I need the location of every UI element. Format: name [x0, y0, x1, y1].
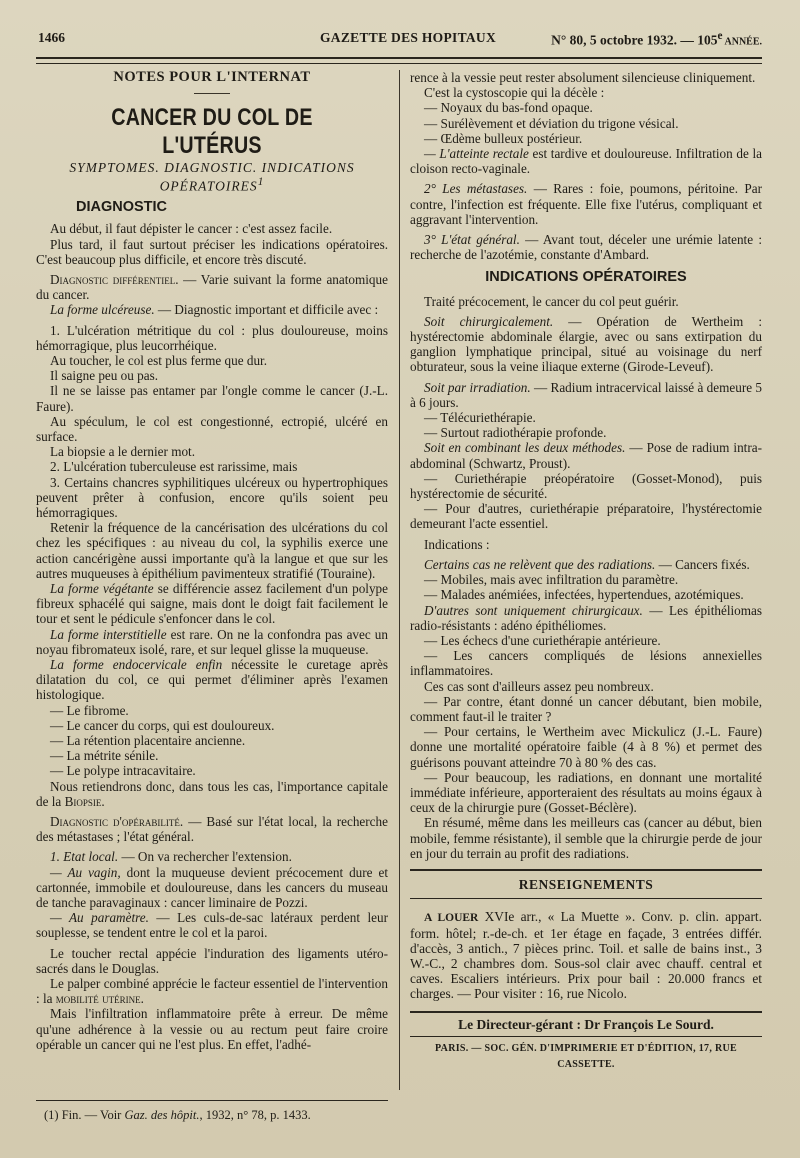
- section-heading: NOTES POUR L'INTERNAT: [113, 69, 311, 85]
- paragraph-text: — Cancers fixés.: [655, 556, 750, 572]
- paragraph: Retenir la fréquence de la cancérisation des ulcérations du col chez les spécifiques : au niveau du col, la syphilis exerce une action cancérigène aussi importante qu'à la langue et que sur les autres muqueuses à épithélium pavimenteux stratifié (Touraine).: [36, 520, 388, 581]
- ads-heading-rule: [410, 898, 762, 899]
- page-number: 1466: [38, 30, 65, 45]
- run-in-head: La forme végétante: [50, 580, 154, 596]
- emphasis: Biopsie: [64, 793, 102, 809]
- footnote-text: (1) Fin. — Voir: [44, 1108, 125, 1122]
- paragraph: Indications :: [424, 536, 490, 552]
- run-in-head: 3° L'état général.: [424, 232, 520, 248]
- paragraph: [410, 440, 762, 470]
- paragraph: Il saigne peu ou pas.: [50, 368, 159, 384]
- paragraph-text: — Rares : foie, poumons, péritoine. Par contre, l'infection est fréquente. Elle fixe l'utérus, compliquant et aggravant l'intervention.: [410, 181, 762, 227]
- list-item: — Œdème bulleux postérieur.: [424, 130, 583, 146]
- list-item: — La rétention placentaire ancienne.: [50, 733, 246, 749]
- paragraph: [410, 557, 762, 572]
- paragraph: — Mobiles, mais avec infiltration du paramètre.: [424, 572, 679, 588]
- ad-lead: A LOUER: [424, 912, 479, 925]
- column-divider: [399, 70, 400, 1090]
- footnote-text: , 1932, n° 78, p. 1433.: [199, 1108, 311, 1122]
- paragraph-text: .: [101, 793, 105, 809]
- paragraph: — Curiethérapie préopératoire (Gosset-Monod), puis hystérectomie de sécurité.: [410, 470, 762, 502]
- run-in-head: Soit chirurgicalement.: [424, 313, 554, 329]
- paragraph: Plus tard, il faut surtout préciser les indications opératoires. C'est beaucoup plus difficile, et encore très discuté.: [36, 236, 388, 267]
- paragraph: [36, 814, 388, 844]
- paragraph: [36, 657, 388, 703]
- list-item: — Le fibrome.: [50, 702, 129, 718]
- paragraph: rence à la vessie peut rester absolument silencieuse cliniquement.: [410, 70, 756, 85]
- paragraph-text: est tardive et douloureuse. Infiltration de la cloison recto-vaginale.: [410, 146, 762, 177]
- list-item: — La métrite sénile.: [50, 748, 159, 764]
- list-item: — Surtout radiothérapie profonde.: [424, 425, 607, 441]
- paragraph: [36, 581, 388, 627]
- indications-heading: INDICATIONS OPÉRATOIRES: [485, 269, 687, 286]
- paragraph: — Malades anémiées, infectées, hypertendues, azotémiques.: [424, 587, 744, 603]
- list-item: — Noyaux du bas-fond opaque.: [424, 100, 593, 116]
- run-in-head: La forme interstitielle: [50, 626, 167, 642]
- list-item: — Le cancer du corps, qui est douloureux.: [50, 717, 275, 733]
- paragraph-text: — Les épithéliomas radio-résistants : adéno épithéliomes.: [410, 602, 762, 633]
- paragraph: Le toucher rectal appécie l'induration des ligaments utéro-sacrés dans le Douglas.: [36, 945, 388, 976]
- paragraph: 3. Certains chancres syphilitiques ulcéreux ou hypertrophiques peuvent prêter à confusion, encore qu'ils soient peu hémorragiques.: [36, 474, 388, 520]
- gerant-line: Le Directeur-gérant : Dr François Le Sourd.: [458, 1017, 714, 1033]
- issue-sup: e: [717, 30, 723, 42]
- paragraph: Il ne se laisse pas entamer par l'ongle comme le cancer (J.-L. Faure).: [36, 383, 388, 414]
- subtitle-text: SYMPTOMES. DIAGNOSTIC. INDICATIONS OPÉRATOIRES: [69, 160, 355, 194]
- run-in-head: D'autres sont uniquement chirurgicaux.: [424, 602, 643, 618]
- paragraph-text: dont la muqueuse devient précocement dure et cartonnée, immobile et douloureuse, dans les cancers du museau de tanche paravaginaux : cancer liminaire de Pozzi.: [36, 864, 389, 911]
- paragraph: [36, 302, 388, 317]
- diagnostic-heading: DIAGNOSTIC: [76, 199, 168, 216]
- paragraph-text: nécessite le curetage après dilatation du col, ce qui permet d'éliminer après l'examen histologique.: [36, 657, 388, 703]
- paragraph: — Pour certains, le Wertheim avec Mickulicz (J.-L. Faure) donne une mortalité opératoire faible (4 à 8 %) et permet des guérisons pouvant atteindre 70 à 80 % des cas.: [410, 724, 762, 770]
- paragraph: — Les cancers compliqués de lésions annexielles inflammatoires.: [410, 648, 762, 679]
- paragraph: Ces cas sont d'ailleurs assez peu nombreux.: [424, 678, 654, 694]
- list-item: — Le polype intracavitaire.: [50, 763, 196, 779]
- run-in-head: — Au vagin,: [50, 864, 121, 880]
- paragraph: Au spéculum, le col est congestionné, ectropié, ulcéré en surface.: [36, 413, 388, 444]
- list-item: — Télécuriethérapie.: [424, 410, 536, 426]
- paragraph: C'est la cystoscopie qui la décèle :: [424, 85, 605, 101]
- run-in-head: La forme endocervicale enfin: [50, 657, 223, 672]
- paragraph: [36, 910, 388, 940]
- run-in-head: 2° Les métastases.: [424, 181, 528, 197]
- paragraph-text: — Pose de radium intra-abdominal (Schwartz, Proust).: [410, 440, 762, 471]
- paragraph-text: — Les culs-de-sac latéraux perdent leur souplesse, se tendent entre le col et la paroi.: [36, 910, 388, 941]
- paragraph-text: .: [140, 991, 144, 1007]
- paragraph-text: Le palper combiné apprécie le facteur essentiel de l'intervention : la: [36, 976, 388, 1007]
- run-in-head: — L'atteinte rectale: [424, 146, 529, 162]
- issue-line: [551, 30, 762, 49]
- run-in-head: Diagnostic d'opérabilité.: [50, 814, 184, 830]
- paragraph: 1. L'ulcération métritique du col : plus douloureuse, moins hémorragique, plus leucorrhéique.: [36, 322, 388, 353]
- paragraph: — Par contre, étant donné un cancer débutant, bien mobile, comment faut-il le traiter ?: [410, 693, 762, 724]
- header-rule: [36, 57, 762, 64]
- run-in-head: 1. Etat local.: [50, 849, 119, 865]
- subtitle-note: 1: [257, 176, 265, 189]
- paragraph: [410, 232, 762, 262]
- classified-ad: [410, 909, 762, 1001]
- emphasis: mobilité utérine: [55, 991, 141, 1007]
- paragraph: [36, 849, 388, 864]
- run-in-head: Soit en combinant les deux méthodes.: [424, 440, 626, 456]
- paragraph: La biopsie a le dernier mot.: [50, 444, 196, 460]
- issue-text: N° 80, 5 octobre 1932. — 105: [551, 32, 718, 48]
- journal-title: GAZETTE DES HOPITAUX: [320, 30, 497, 45]
- paragraph-text: — Diagnostic important et difficile avec :: [154, 302, 379, 318]
- paragraph: — Pour beaucoup, les radiations, en donnant une mortalité immédiate inférieure, apporteraient des résultats au moins égaux à ceux de la chirurgie pure (Gosset-Béclère).: [410, 769, 762, 816]
- footnote-rule: [36, 1100, 388, 1101]
- paragraph: — Pour d'autres, curiethérapie préparatoire, l'hystérectomie demeurant l'acte essentiel.: [410, 501, 762, 532]
- ad-text: XVIe arr., « La Muette ». Conv. p. clin. appart. form. hôtel; r.-de-ch. et 1er étage en façade, 3 entrées différ. d'accès, 3 antich., 7 pièces princ. Toil. et salle de bains inst., 3 W.-C., 2 chambres dom. Sous-sol clair avec chauff. central et caves. Escaliers intérieurs. Prix pour bail : 20.000 francs et charges. — Pour visiter : 16, rue Nicolo.: [410, 909, 762, 1002]
- printer-line: PARIS. — SOC. GÉN. D'IMPRIMERIE ET D'ÉDITION, 17, RUE CASSETTE.: [435, 1043, 737, 1070]
- paragraph: [410, 380, 762, 410]
- article-title: CANCER DU COL DE L'UTÉRUS: [111, 104, 313, 160]
- paragraph: [36, 779, 388, 809]
- paragraph: [36, 976, 388, 1006]
- paragraph-text: — Radium intracervical laissé à demeure 5 à 6 jours.: [410, 379, 762, 410]
- run-in-head: Soit par irradiation.: [424, 379, 531, 395]
- left-column: [36, 70, 388, 1052]
- paragraph-text: — Avant tout, déceler une urémie latente : recherche de l'azotémie, constante d'Ambard.: [410, 232, 762, 263]
- paragraph-text: est rare. On ne la confondra pas avec un noyau fibromateux isolé, rare, et sur lequel glisse la muqueuse.: [36, 626, 388, 657]
- ads-heading: RENSEIGNEMENTS: [518, 876, 654, 892]
- right-column: [410, 70, 762, 1072]
- article-subtitle: [36, 160, 388, 194]
- run-in-head: — Au paramètre.: [50, 910, 149, 926]
- paragraph: — Les échecs d'une curiethérapie antérieure.: [424, 632, 661, 648]
- paragraph: Au toucher, le col est plus ferme que dur.: [50, 352, 268, 368]
- paragraph: Mais l'infiltration inflammatoire prête à erreur. De même qu'une adhérence à la vessie ou au rectum peut faire croire opérable un cancer qui ne l'est plus. En effet, l'adhé-: [36, 1006, 388, 1052]
- paragraph-text: — Basé sur l'état local, la recherche des métastases ; l'état général.: [36, 814, 388, 845]
- paragraph: [410, 314, 762, 375]
- paragraph: 2. L'ulcération tuberculeuse est rarissime, mais: [50, 459, 298, 475]
- ads-rule: [410, 869, 762, 871]
- page-header: [38, 30, 762, 52]
- paragraph-text: Nous retiendrons donc, dans tous les cas, l'importance capitale de la: [36, 778, 388, 809]
- run-in-head: Certains cas ne relèvent que des radiations.: [424, 556, 656, 572]
- paragraph-text: se différencie assez facilement d'un polype fibreux sphacélé qui saigne, mais dont le doigt fait facilement le tour et sent le pédicule s'enfoncer dans le col.: [36, 580, 389, 627]
- paragraph: Au début, il faut dépister le cancer : c'est assez facile.: [50, 221, 333, 237]
- paragraph: [36, 627, 388, 657]
- issue-annee: ANNÉE.: [722, 36, 762, 48]
- paragraph: [410, 603, 762, 633]
- gerant-rule: [410, 1011, 762, 1013]
- paragraph-text: — On va rechercher l'extension.: [118, 849, 292, 865]
- run-in-head: La forme ulcéreuse.: [50, 302, 155, 318]
- paragraph: [410, 146, 762, 176]
- footnote-source: Gaz. des hôpit.: [124, 1108, 200, 1122]
- section-rule: [194, 93, 230, 94]
- run-in-head: Diagnostic différentiel.: [50, 271, 179, 287]
- footnote: [44, 1108, 311, 1123]
- paragraph: Traité précocement, le cancer du col peut guérir.: [424, 293, 679, 309]
- paragraph: [36, 865, 388, 911]
- paragraph: [36, 272, 388, 302]
- list-item: — Surélèvement et déviation du trigone vésical.: [424, 115, 679, 131]
- paragraph-text: — Opération de Wertheim : hystérectomie abdominale élargie, avec ou sans extirpation du ganglion lymphatique principal, situé au voisinage du nerf obturateur, sous la veine iliaque externe (Girode-Leveuf).: [410, 313, 762, 375]
- printer-rule: [410, 1036, 762, 1037]
- paragraph: En résumé, même dans les meilleurs cas (cancer au début, bien mobile, femme résistante), il semble que la chirurgie perde de jour en jour du terrain au profit des radiations.: [410, 815, 762, 861]
- paragraph-text: — Varie suivant la forme anatomique du cancer.: [36, 271, 388, 303]
- paragraph: [410, 181, 762, 227]
